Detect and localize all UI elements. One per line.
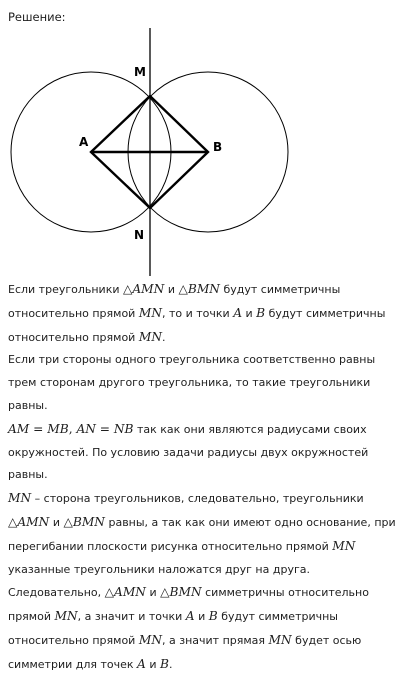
paragraph-3: AM = MB, AN = NB так как они являются радиусами своих окружностей. По условию задачи радиусы двух окружностей равны.	[8, 421, 369, 482]
geometry-figure	[0, 26, 408, 278]
paragraph-4: MN – сторона треугольников, следовательно, треугольники △AMN и △BMN равны, а так как они имеют одно основание, при перегибании плоскости рисунка относительно прямой MN указанные треугольники наложатся друг на друга. Следовательно, △AMN и △BMN симметричны относительно прямой MN, а значит и точки A и B будут симметричны относительно прямой MN, а значит прямая MN будет осью симметрии для точек A и B.	[8, 491, 396, 671]
label-a: A	[79, 135, 89, 149]
paragraph-1: Если треугольники △AMN и △BMN будут симметричны относительно прямой MN, то и точки A и B будут симметричны относительно прямой MN.	[8, 282, 386, 344]
label-n: N	[134, 228, 145, 242]
label-m: M	[134, 65, 146, 79]
paragraph-2: Если три стороны одного треугольника соответственно равны трем сторонам другого треугольника, то такие треугольники равны.	[8, 353, 376, 412]
label-b: B	[213, 140, 223, 154]
solution-text	[8, 278, 404, 677]
solution-heading: Решение:	[8, 10, 66, 24]
